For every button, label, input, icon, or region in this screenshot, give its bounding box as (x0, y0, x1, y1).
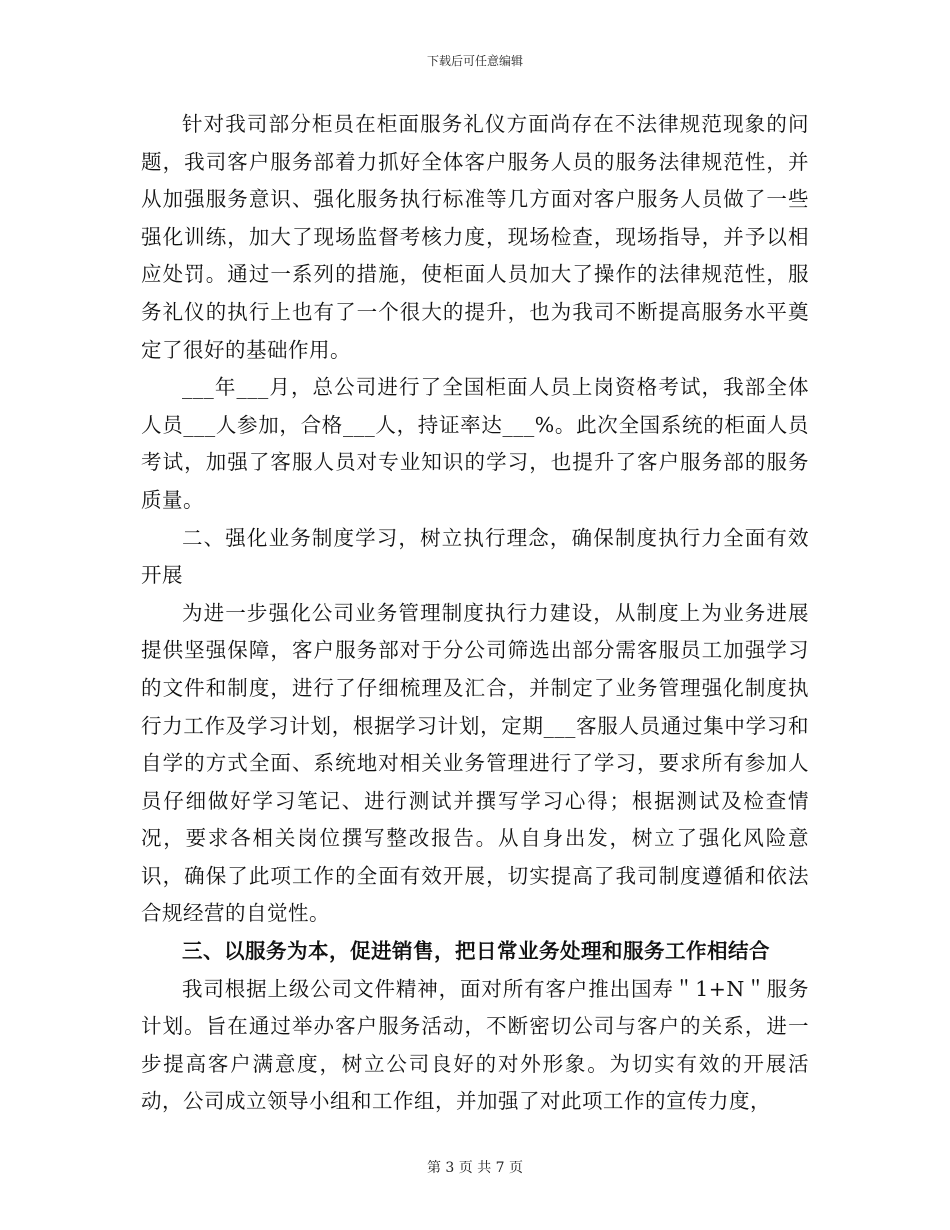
paragraph-service-etiquette: 针对我司部分柜员在柜面服务礼仪方面尚存在不法律规范现象的问题，我司客户服务部着力抓好全体客户服务人员的服务法律规范性，并从加强服务意识、强化服务执行标准等几方面对客户服务人员做了一些强化训练，加大了现场监督考核力度，现场检查，现场指导，并予以相应处罚。通过一系列的措施，使柜面人员加大了操作的法律规范性，服务礼仪的执行上也有了一个很大的提升，也为我司不断提高服务水平奠定了很好的基础作用。 (141, 112, 809, 362)
section-heading-three: 三、以服务为本，促进销售，把日常业务处理和服务工作相结合 (182, 939, 770, 964)
section-heading-two: 二、强化业务制度学习，树立执行理念，确保制度执行力全面有效开展 (141, 525, 809, 588)
paragraph-qualification-exam: ___年___月，总公司进行了全国柜面人员上岗资格考试，我部全体人员___人参加，合格___人，持证率达___%。此次全国系统的柜面人员考试，加强了客服人员对专业知识的学习，也提升了客户服务部的服务质量。 (141, 375, 809, 512)
page-header: 下载后可任意编辑 (426, 54, 523, 68)
paragraph-service-plan: 我司根据上级公司文件精神，面对所有客户推出国寿＂1+N＂服务计划。旨在通过举办客户服务活动，不断密切公司与客户的关系，进一步提高客户满意度，树立公司良好的对外形象。为切实有效的开展活动，公司成立领导小组和工作组，并加强了对此项工作的宣传力度， (141, 976, 809, 1114)
paragraph-system-study: 为进一步强化公司业务管理制度执行力建设，从制度上为业务进展提供坚强保障，客户服务部对于分公司筛选出部分需客服员工加强学习的文件和制度，进行了仔细梳理及汇合，并制定了业务管理强化制度执行力工作及学习计划，根据学习计划，定期___客服人员通过集中学习和自学的方式全面、系统地对相关业务管理进行了学习，要求所有参加人员仔细做好学习笔记、进行测试并撰写学习心得；根据测试及检查情况，要求各相关岗位撰写整改报告。从自身出发，树立了强化风险意识，确保了此项工作的全面有效开展，切实提高了我司制度遵循和依法合规经营的自觉性。 (141, 600, 809, 926)
page-footer: 第 3 页 共 7 页 (426, 1160, 524, 1176)
document-body (141, 106, 809, 1121)
